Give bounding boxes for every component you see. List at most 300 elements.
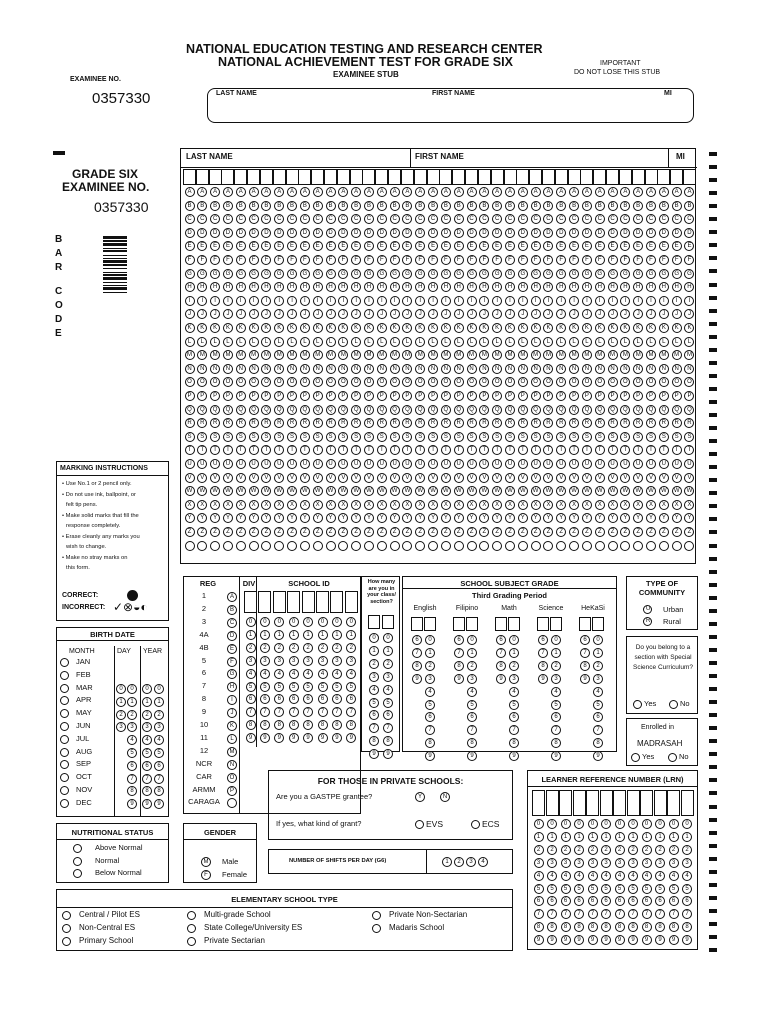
name-letter-bubble[interactable]: B <box>646 201 656 211</box>
name-letter-bubble[interactable]: P <box>210 391 220 401</box>
name-letter-bubble[interactable]: D <box>364 228 374 238</box>
name-letter-bubble[interactable]: U <box>300 459 310 469</box>
name-letter-bubble[interactable] <box>338 541 348 551</box>
name-letter-bubble[interactable]: C <box>608 214 618 224</box>
name-letter-bubble[interactable]: V <box>415 473 425 483</box>
grade-digit-bubble[interactable]: 0 <box>467 635 477 645</box>
name-letter-bubble[interactable]: K <box>415 323 425 333</box>
name-letter-bubble[interactable]: G <box>249 269 259 279</box>
month-radio[interactable] <box>60 696 69 705</box>
name-letter-bubble[interactable]: W <box>338 486 348 496</box>
lrn-digit-bubble[interactable]: 6 <box>588 896 598 906</box>
name-letter-bubble[interactable]: B <box>390 201 400 211</box>
school-id-bubble[interactable]: 1 <box>303 630 313 640</box>
name-letter-bubble[interactable]: S <box>351 432 361 442</box>
name-letter-bubble[interactable]: O <box>377 377 387 387</box>
name-letter-bubble[interactable]: S <box>672 432 682 442</box>
school-id-box[interactable] <box>287 591 300 613</box>
name-letter-bubble[interactable]: R <box>377 418 387 428</box>
lrn-digit-bubble[interactable]: 7 <box>561 909 571 919</box>
name-letter-bubble[interactable]: Y <box>338 513 348 523</box>
name-letter-bubble[interactable]: D <box>646 228 656 238</box>
name-letter-bubble[interactable]: K <box>569 323 579 333</box>
name-letter-bubble[interactable]: C <box>620 214 630 224</box>
name-letter-bubble[interactable]: S <box>492 432 502 442</box>
name-letter-bubble[interactable]: B <box>197 201 207 211</box>
lrn-digit-bubble[interactable]: 4 <box>588 871 598 881</box>
name-letter-bubble[interactable]: Y <box>402 513 412 523</box>
name-letter-bubble[interactable]: E <box>620 241 630 251</box>
name-letter-bubble[interactable]: E <box>415 241 425 251</box>
name-letter-bubble[interactable]: P <box>287 391 297 401</box>
name-letter-bubble[interactable]: U <box>326 459 336 469</box>
month-radio[interactable] <box>60 786 69 795</box>
lrn-digit-bubble[interactable]: 5 <box>574 884 584 894</box>
name-letter-bubble[interactable]: P <box>377 391 387 401</box>
name-letter-bubble[interactable]: K <box>492 323 502 333</box>
name-letter-bubble[interactable]: I <box>261 296 271 306</box>
name-letter-bubble[interactable]: I <box>518 296 528 306</box>
name-letter-bubble[interactable]: L <box>505 337 515 347</box>
name-letter-bubble[interactable]: K <box>646 323 656 333</box>
name-letter-bubble[interactable]: K <box>672 323 682 333</box>
name-letter-bubble[interactable]: F <box>672 255 682 265</box>
nutrition-radio[interactable] <box>73 857 82 866</box>
name-letter-bubble[interactable]: P <box>595 391 605 401</box>
name-letter-bubble[interactable]: C <box>595 214 605 224</box>
lrn-digit-bubble[interactable]: 7 <box>534 909 544 919</box>
name-letter-bubble[interactable]: V <box>684 473 694 483</box>
lrn-digit-bubble[interactable]: 2 <box>534 845 544 855</box>
date-digit-bubble[interactable]: 2 <box>142 710 152 720</box>
name-letter-bubble[interactable]: A <box>236 187 246 197</box>
name-letter-bubble[interactable]: O <box>620 377 630 387</box>
name-letter-bubble[interactable]: Z <box>364 527 374 537</box>
name-letter-bubble[interactable]: Y <box>287 513 297 523</box>
name-letter-bubble[interactable]: I <box>684 296 694 306</box>
grade-digit-bubble[interactable]: 3 <box>467 674 477 684</box>
name-letter-bubble[interactable]: F <box>364 255 374 265</box>
name-letter-bubble[interactable]: U <box>351 459 361 469</box>
name-letter-bubble[interactable]: G <box>415 269 425 279</box>
name-letter-bubble[interactable]: V <box>351 473 361 483</box>
name-letter-bubble[interactable]: K <box>659 323 669 333</box>
lrn-digit-bubble[interactable]: 7 <box>615 909 625 919</box>
name-letter-bubble[interactable]: D <box>197 228 207 238</box>
name-letter-bubble[interactable]: A <box>326 187 336 197</box>
name-letter-bubble[interactable]: R <box>236 418 246 428</box>
name-letter-bubble[interactable]: K <box>326 323 336 333</box>
name-letter-bubble[interactable]: J <box>300 309 310 319</box>
name-letter-bubble[interactable]: H <box>415 282 425 292</box>
name-letter-bubble[interactable]: O <box>223 377 233 387</box>
grade-digit-bubble[interactable]: 6 <box>551 712 561 722</box>
name-letter-bubble[interactable] <box>556 541 566 551</box>
name-letter-bubble[interactable]: M <box>608 350 618 360</box>
name-letter-bubble[interactable]: X <box>249 500 259 510</box>
lrn-digit-bubble[interactable]: 2 <box>547 845 557 855</box>
name-letter-bubble[interactable]: Y <box>569 513 579 523</box>
name-letter-bubble[interactable]: B <box>287 201 297 211</box>
name-letter-bubble[interactable]: I <box>608 296 618 306</box>
name-letter-bubble[interactable]: X <box>518 500 528 510</box>
name-letter-bubble[interactable]: K <box>543 323 553 333</box>
name-letter-bubble[interactable]: Z <box>620 527 630 537</box>
madrasah-no-radio[interactable] <box>668 753 677 762</box>
name-letter-bubble[interactable] <box>287 541 297 551</box>
class-size-bubble[interactable]: 0 <box>369 633 379 643</box>
lrn-digit-bubble[interactable]: 9 <box>615 935 625 945</box>
name-entry-box[interactable] <box>401 169 414 185</box>
class-size-bubble[interactable]: 5 <box>383 698 393 708</box>
name-entry-box[interactable] <box>632 169 645 185</box>
division-bubble[interactable]: M <box>227 747 237 757</box>
grade-digit-bubble[interactable]: 3 <box>509 674 519 684</box>
name-letter-bubble[interactable]: C <box>505 214 515 224</box>
class-size-bubble[interactable]: 1 <box>383 646 393 656</box>
lrn-digit-bubble[interactable]: 9 <box>547 935 557 945</box>
name-letter-bubble[interactable]: Z <box>197 527 207 537</box>
name-letter-bubble[interactable]: I <box>492 296 502 306</box>
lrn-digit-bubble[interactable]: 8 <box>682 922 692 932</box>
date-digit-bubble[interactable]: 2 <box>154 710 164 720</box>
name-letter-bubble[interactable]: C <box>454 214 464 224</box>
name-letter-bubble[interactable]: Z <box>390 527 400 537</box>
name-letter-bubble[interactable]: K <box>210 323 220 333</box>
month-radio[interactable] <box>60 709 69 718</box>
name-letter-bubble[interactable]: N <box>659 364 669 374</box>
name-entry-box[interactable] <box>619 169 632 185</box>
name-letter-bubble[interactable]: D <box>338 228 348 238</box>
name-letter-bubble[interactable]: O <box>261 377 271 387</box>
division-bubble[interactable]: C <box>227 618 237 628</box>
name-letter-bubble[interactable]: B <box>441 201 451 211</box>
shift-bubble[interactable]: 4 <box>478 857 488 867</box>
name-letter-bubble[interactable]: W <box>659 486 669 496</box>
name-entry-box[interactable] <box>362 169 375 185</box>
lrn-digit-bubble[interactable]: 1 <box>682 832 692 842</box>
school-id-bubble[interactable]: 7 <box>274 707 284 717</box>
name-letter-bubble[interactable]: T <box>569 445 579 455</box>
name-entry-box[interactable] <box>670 169 683 185</box>
name-letter-bubble[interactable]: K <box>313 323 323 333</box>
name-letter-bubble[interactable]: D <box>249 228 259 238</box>
stub-name-box[interactable] <box>207 88 694 123</box>
name-letter-bubble[interactable]: E <box>261 241 271 251</box>
name-letter-bubble[interactable]: P <box>492 391 502 401</box>
name-letter-bubble[interactable]: N <box>595 364 605 374</box>
name-letter-bubble[interactable]: K <box>351 323 361 333</box>
lrn-entry-box[interactable] <box>600 790 613 816</box>
grade-digit-bubble[interactable]: 3 <box>551 674 561 684</box>
name-letter-bubble[interactable]: P <box>338 391 348 401</box>
date-digit-bubble[interactable]: 0 <box>127 684 137 694</box>
name-letter-bubble[interactable]: H <box>467 282 477 292</box>
division-bubble[interactable]: N <box>227 760 237 770</box>
name-letter-bubble[interactable]: J <box>531 309 541 319</box>
name-letter-bubble[interactable]: I <box>428 296 438 306</box>
name-letter-bubble[interactable]: L <box>479 337 489 347</box>
name-letter-bubble[interactable]: C <box>377 214 387 224</box>
name-letter-bubble[interactable]: X <box>326 500 336 510</box>
name-letter-bubble[interactable]: D <box>633 228 643 238</box>
name-letter-bubble[interactable]: A <box>582 187 592 197</box>
name-letter-bubble[interactable]: D <box>351 228 361 238</box>
name-entry-box[interactable] <box>529 169 542 185</box>
name-letter-bubble[interactable]: P <box>441 391 451 401</box>
lrn-digit-bubble[interactable]: 9 <box>601 935 611 945</box>
name-letter-bubble[interactable]: Y <box>364 513 374 523</box>
name-letter-bubble[interactable]: T <box>185 445 195 455</box>
name-letter-bubble[interactable]: F <box>518 255 528 265</box>
name-letter-bubble[interactable]: J <box>402 309 412 319</box>
name-letter-bubble[interactable]: H <box>543 282 553 292</box>
class-size-bubble[interactable]: 0 <box>383 633 393 643</box>
name-entry-box[interactable] <box>350 169 363 185</box>
name-letter-bubble[interactable]: W <box>364 486 374 496</box>
division-bubble[interactable]: P <box>227 786 237 796</box>
lrn-digit-bubble[interactable]: 2 <box>655 845 665 855</box>
name-entry-box[interactable] <box>311 169 324 185</box>
class-size-bubble[interactable]: 7 <box>369 723 379 733</box>
lrn-section[interactable] <box>527 770 698 950</box>
name-letter-bubble[interactable]: X <box>633 500 643 510</box>
lrn-entry-box[interactable] <box>546 790 559 816</box>
name-letter-bubble[interactable]: V <box>326 473 336 483</box>
name-letter-bubble[interactable]: D <box>505 228 515 238</box>
grade-digit-bubble[interactable]: 7 <box>425 725 435 735</box>
name-letter-bubble[interactable]: R <box>543 418 553 428</box>
name-letter-bubble[interactable]: H <box>326 282 336 292</box>
lrn-digit-bubble[interactable]: 8 <box>655 922 665 932</box>
school-id-bubble[interactable]: 2 <box>303 643 313 653</box>
name-letter-bubble[interactable]: N <box>608 364 618 374</box>
name-letter-bubble[interactable]: K <box>390 323 400 333</box>
name-letter-bubble[interactable]: O <box>569 377 579 387</box>
name-letter-bubble[interactable]: G <box>467 269 477 279</box>
name-letter-bubble[interactable]: G <box>454 269 464 279</box>
name-letter-bubble[interactable]: H <box>185 282 195 292</box>
name-letter-bubble[interactable]: H <box>364 282 374 292</box>
name-letter-bubble[interactable]: D <box>415 228 425 238</box>
name-letter-bubble[interactable]: C <box>351 214 361 224</box>
lrn-digit-bubble[interactable]: 8 <box>669 922 679 932</box>
class-size-bubble[interactable]: 9 <box>369 749 379 759</box>
name-letter-bubble[interactable]: S <box>364 432 374 442</box>
name-letter-bubble[interactable]: L <box>300 337 310 347</box>
name-letter-bubble[interactable]: I <box>646 296 656 306</box>
name-letter-bubble[interactable]: N <box>543 364 553 374</box>
name-letter-bubble[interactable]: T <box>351 445 361 455</box>
name-letter-bubble[interactable]: O <box>582 377 592 387</box>
name-letter-bubble[interactable]: U <box>338 459 348 469</box>
special-science-section[interactable] <box>626 636 698 714</box>
name-letter-bubble[interactable]: G <box>185 269 195 279</box>
name-letter-bubble[interactable]: N <box>646 364 656 374</box>
name-letter-bubble[interactable] <box>595 541 605 551</box>
name-letter-bubble[interactable]: T <box>556 445 566 455</box>
name-letter-bubble[interactable]: K <box>249 323 259 333</box>
name-letter-bubble[interactable]: X <box>223 500 233 510</box>
shifts-section[interactable] <box>268 849 513 874</box>
class-size-bubble[interactable]: 3 <box>369 672 379 682</box>
school-id-bubble[interactable]: 0 <box>303 617 313 627</box>
name-letter-bubble[interactable]: C <box>531 214 541 224</box>
school-id-bubble[interactable]: 0 <box>260 617 270 627</box>
name-letter-bubble[interactable]: Y <box>684 513 694 523</box>
school-id-bubble[interactable]: 0 <box>246 617 256 627</box>
name-letter-bubble[interactable]: X <box>236 500 246 510</box>
name-letter-bubble[interactable]: W <box>479 486 489 496</box>
name-letter-bubble[interactable]: Y <box>185 513 195 523</box>
lrn-digit-bubble[interactable]: 0 <box>615 819 625 829</box>
name-letter-bubble[interactable]: D <box>518 228 528 238</box>
name-letter-bubble[interactable]: H <box>505 282 515 292</box>
grade-digit-bubble[interactable]: 4 <box>425 687 435 697</box>
name-letter-bubble[interactable]: B <box>261 201 271 211</box>
name-letter-bubble[interactable]: V <box>582 473 592 483</box>
name-letter-bubble[interactable]: V <box>531 473 541 483</box>
name-letter-bubble[interactable]: Z <box>326 527 336 537</box>
school-type-radio[interactable] <box>62 937 71 946</box>
lrn-digit-bubble[interactable]: 6 <box>628 896 638 906</box>
name-letter-bubble[interactable]: E <box>338 241 348 251</box>
lrn-digit-bubble[interactable]: 5 <box>615 884 625 894</box>
nutrition-radio[interactable] <box>73 844 82 853</box>
name-letter-bubble[interactable]: V <box>197 473 207 483</box>
name-letter-bubble[interactable]: O <box>454 377 464 387</box>
name-letter-bubble[interactable]: K <box>428 323 438 333</box>
name-letter-bubble[interactable]: J <box>646 309 656 319</box>
name-letter-bubble[interactable]: Z <box>287 527 297 537</box>
name-letter-bubble[interactable]: J <box>249 309 259 319</box>
name-letter-bubble[interactable]: J <box>377 309 387 319</box>
lrn-digit-bubble[interactable]: 3 <box>534 858 544 868</box>
name-letter-bubble[interactable]: Z <box>633 527 643 537</box>
name-letter-bubble[interactable]: K <box>441 323 451 333</box>
name-letter-bubble[interactable]: B <box>543 201 553 211</box>
grade-digit-bubble[interactable]: 6 <box>467 712 477 722</box>
name-letter-bubble[interactable]: J <box>236 309 246 319</box>
grade-digit-bubble[interactable]: 8 <box>593 738 603 748</box>
name-letter-bubble[interactable]: F <box>454 255 464 265</box>
name-letter-bubble[interactable]: H <box>479 282 489 292</box>
name-letter-bubble[interactable]: Z <box>274 527 284 537</box>
name-entry-box[interactable] <box>196 169 209 185</box>
name-letter-bubble[interactable]: T <box>364 445 374 455</box>
name-letter-bubble[interactable]: Z <box>518 527 528 537</box>
date-digit-bubble[interactable]: 6 <box>127 761 137 771</box>
name-letter-bubble[interactable]: N <box>467 364 477 374</box>
school-id-bubble[interactable]: 6 <box>289 694 299 704</box>
name-letter-bubble[interactable]: N <box>223 364 233 374</box>
name-letter-bubble[interactable]: T <box>223 445 233 455</box>
lrn-digit-bubble[interactable]: 9 <box>561 935 571 945</box>
class-size-bubble[interactable]: 5 <box>369 698 379 708</box>
name-letter-bubble[interactable]: Z <box>338 527 348 537</box>
name-letter-bubble[interactable]: T <box>402 445 412 455</box>
name-letter-bubble[interactable]: O <box>608 377 618 387</box>
school-id-bubble[interactable]: 7 <box>246 707 256 717</box>
name-letter-bubble[interactable] <box>364 541 374 551</box>
date-digit-bubble[interactable]: 8 <box>127 786 137 796</box>
name-letter-bubble[interactable]: P <box>236 391 246 401</box>
name-letter-bubble[interactable]: L <box>659 337 669 347</box>
shift-bubble[interactable]: 1 <box>442 857 452 867</box>
name-letter-bubble[interactable]: F <box>197 255 207 265</box>
name-letter-bubble[interactable]: I <box>672 296 682 306</box>
name-letter-bubble[interactable]: I <box>620 296 630 306</box>
name-letter-bubble[interactable]: N <box>402 364 412 374</box>
grade-digit-bubble[interactable]: 6 <box>425 712 435 722</box>
lrn-digit-bubble[interactable]: 0 <box>682 819 692 829</box>
name-letter-bubble[interactable]: M <box>441 350 451 360</box>
name-letter-bubble[interactable]: K <box>364 323 374 333</box>
name-letter-bubble[interactable]: H <box>582 282 592 292</box>
lrn-digit-bubble[interactable]: 9 <box>574 935 584 945</box>
name-letter-bubble[interactable]: K <box>467 323 477 333</box>
school-id-bubble[interactable]: 4 <box>318 669 328 679</box>
name-letter-bubble[interactable]: F <box>249 255 259 265</box>
date-digit-bubble[interactable]: 9 <box>142 799 152 809</box>
name-letter-bubble[interactable]: U <box>582 459 592 469</box>
gastpe-yes-bubble[interactable]: Y <box>415 792 425 802</box>
school-id-bubble[interactable]: 3 <box>332 656 342 666</box>
name-letter-bubble[interactable]: T <box>582 445 592 455</box>
name-letter-bubble[interactable]: M <box>261 350 271 360</box>
name-letter-bubble[interactable]: V <box>505 473 515 483</box>
name-letter-bubble[interactable]: K <box>582 323 592 333</box>
lrn-digit-bubble[interactable]: 9 <box>642 935 652 945</box>
name-letter-bubble[interactable]: Y <box>467 513 477 523</box>
date-digit-bubble[interactable]: 3 <box>154 722 164 732</box>
name-letter-bubble[interactable]: C <box>543 214 553 224</box>
name-letter-bubble[interactable]: R <box>261 418 271 428</box>
name-letter-bubble[interactable]: O <box>543 377 553 387</box>
name-letter-bubble[interactable]: H <box>300 282 310 292</box>
name-letter-bubble[interactable]: S <box>620 432 630 442</box>
name-letter-bubble[interactable]: W <box>646 486 656 496</box>
date-digit-bubble[interactable]: 3 <box>142 722 152 732</box>
grade-digit-bubble[interactable]: 8 <box>454 661 464 671</box>
school-id-bubble[interactable]: 2 <box>246 643 256 653</box>
lrn-digit-bubble[interactable]: 7 <box>642 909 652 919</box>
name-letter-bubble[interactable]: J <box>595 309 605 319</box>
name-letter-bubble[interactable]: S <box>531 432 541 442</box>
name-letter-bubble[interactable]: E <box>569 241 579 251</box>
name-letter-bubble[interactable]: U <box>684 459 694 469</box>
school-id-bubble[interactable]: 5 <box>246 682 256 692</box>
grade-digit-bubble[interactable]: 7 <box>580 648 590 658</box>
name-letter-bubble[interactable]: L <box>210 337 220 347</box>
lrn-digit-bubble[interactable]: 9 <box>534 935 544 945</box>
name-letter-bubble[interactable]: Z <box>313 527 323 537</box>
school-id-bubble[interactable]: 8 <box>332 720 342 730</box>
grade-digit-bubble[interactable]: 1 <box>425 648 435 658</box>
name-letter-bubble[interactable]: O <box>274 377 284 387</box>
name-letter-bubble[interactable]: A <box>313 187 323 197</box>
name-letter-bubble[interactable]: B <box>633 201 643 211</box>
name-letter-bubble[interactable]: O <box>518 377 528 387</box>
name-letter-bubble[interactable]: W <box>197 486 207 496</box>
name-letter-bubble[interactable]: Q <box>351 405 361 415</box>
name-letter-bubble[interactable]: X <box>684 500 694 510</box>
grade-digit-bubble[interactable]: 5 <box>509 700 519 710</box>
name-letter-bubble[interactable]: O <box>249 377 259 387</box>
name-letter-bubble[interactable]: I <box>543 296 553 306</box>
name-entry-box[interactable] <box>568 169 581 185</box>
name-letter-bubble[interactable]: P <box>543 391 553 401</box>
